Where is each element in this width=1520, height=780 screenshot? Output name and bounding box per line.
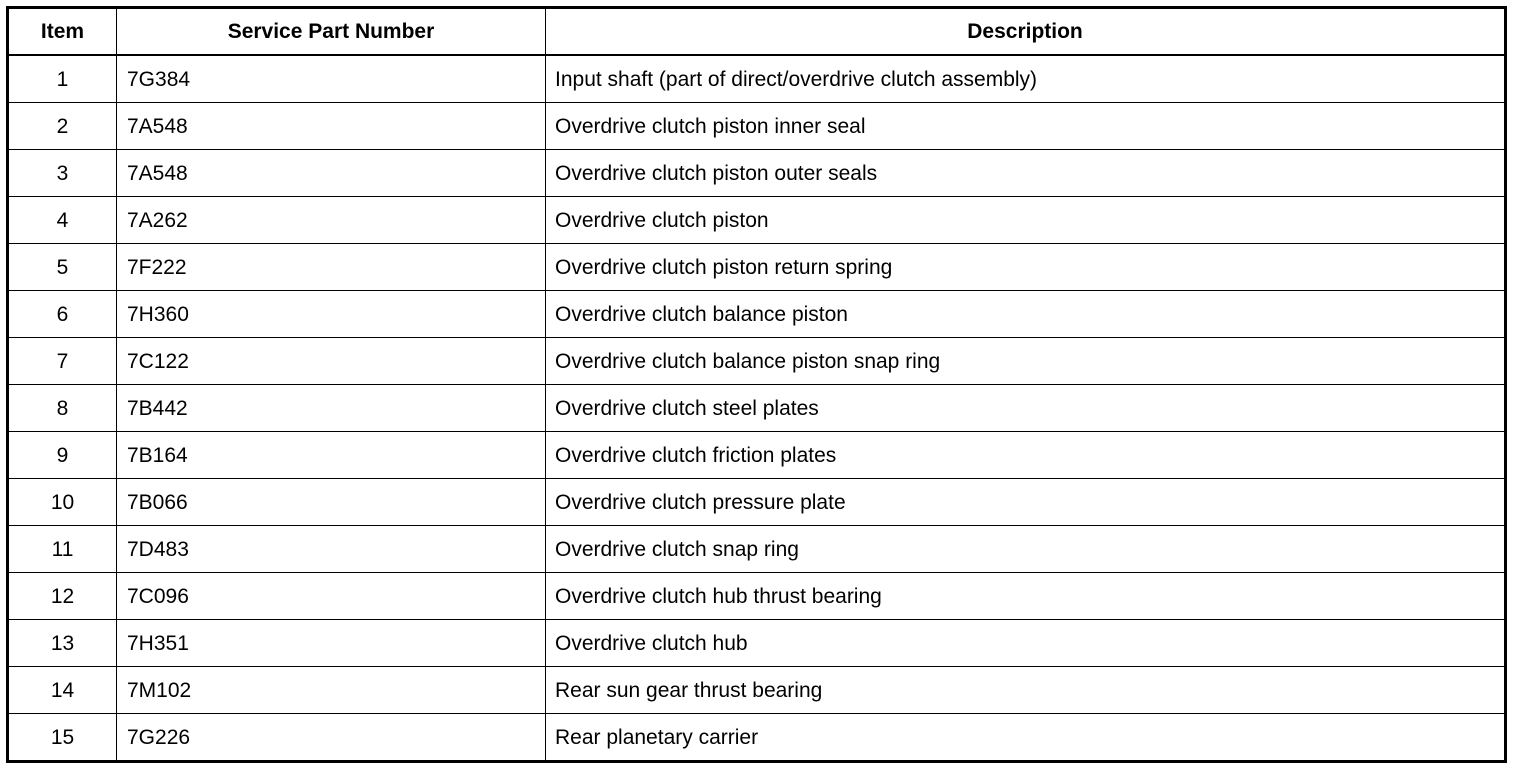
cell-item: 4	[8, 197, 117, 244]
table-row	[8, 526, 1506, 573]
cell-description: Overdrive clutch hub thrust bearing	[546, 573, 1506, 620]
table-row	[8, 432, 1506, 479]
cell-description: Overdrive clutch balance piston	[546, 291, 1506, 338]
cell-part-number: 7G384	[117, 55, 546, 103]
cell-item: 10	[8, 479, 117, 526]
cell-part-number: 7A262	[117, 197, 546, 244]
cell-item: 6	[8, 291, 117, 338]
cell-description: Overdrive clutch steel plates	[546, 385, 1506, 432]
table-row	[8, 385, 1506, 432]
cell-item: 12	[8, 573, 117, 620]
cell-part-number: 7G226	[117, 714, 546, 762]
cell-item: 1	[8, 55, 117, 103]
cell-item: 2	[8, 103, 117, 150]
cell-description: Overdrive clutch piston	[546, 197, 1506, 244]
cell-description: Overdrive clutch snap ring	[546, 526, 1506, 573]
table-row	[8, 338, 1506, 385]
table-row	[8, 620, 1506, 667]
table-row	[8, 667, 1506, 714]
cell-item: 11	[8, 526, 117, 573]
cell-description: Rear planetary carrier	[546, 714, 1506, 762]
table-row	[8, 291, 1506, 338]
cell-part-number: 7M102	[117, 667, 546, 714]
table-row	[8, 197, 1506, 244]
table-row	[8, 150, 1506, 197]
table-row	[8, 244, 1506, 291]
cell-part-number: 7B066	[117, 479, 546, 526]
cell-item: 13	[8, 620, 117, 667]
cell-item: 14	[8, 667, 117, 714]
cell-description: Overdrive clutch piston outer seals	[546, 150, 1506, 197]
cell-description: Overdrive clutch piston return spring	[546, 244, 1506, 291]
cell-description: Rear sun gear thrust bearing	[546, 667, 1506, 714]
table-row	[8, 479, 1506, 526]
cell-item: 7	[8, 338, 117, 385]
table-row	[8, 103, 1506, 150]
cell-part-number: 7B442	[117, 385, 546, 432]
cell-description: Overdrive clutch hub	[546, 620, 1506, 667]
cell-part-number: 7C096	[117, 573, 546, 620]
table-row	[8, 55, 1506, 103]
cell-part-number: 7D483	[117, 526, 546, 573]
parts-table-header	[8, 8, 1506, 56]
cell-part-number: 7H360	[117, 291, 546, 338]
cell-part-number: 7B164	[117, 432, 546, 479]
parts-table-body	[8, 55, 1506, 762]
cell-description: Overdrive clutch friction plates	[546, 432, 1506, 479]
header-description: Description	[546, 8, 1506, 56]
cell-description: Overdrive clutch piston inner seal	[546, 103, 1506, 150]
header-row	[8, 8, 1506, 56]
cell-part-number: 7A548	[117, 103, 546, 150]
cell-description: Overdrive clutch pressure plate	[546, 479, 1506, 526]
cell-description: Input shaft (part of direct/overdrive clutch assembly)	[546, 55, 1506, 103]
cell-part-number: 7H351	[117, 620, 546, 667]
header-item: Item	[8, 8, 117, 56]
cell-item: 8	[8, 385, 117, 432]
parts-table	[6, 6, 1507, 763]
header-part-number: Service Part Number	[117, 8, 546, 56]
table-row	[8, 573, 1506, 620]
cell-item: 9	[8, 432, 117, 479]
cell-part-number: 7C122	[117, 338, 546, 385]
cell-part-number: 7A548	[117, 150, 546, 197]
cell-part-number: 7F222	[117, 244, 546, 291]
cell-item: 15	[8, 714, 117, 762]
cell-description: Overdrive clutch balance piston snap ring	[546, 338, 1506, 385]
cell-item: 3	[8, 150, 117, 197]
cell-item: 5	[8, 244, 117, 291]
table-row	[8, 714, 1506, 762]
